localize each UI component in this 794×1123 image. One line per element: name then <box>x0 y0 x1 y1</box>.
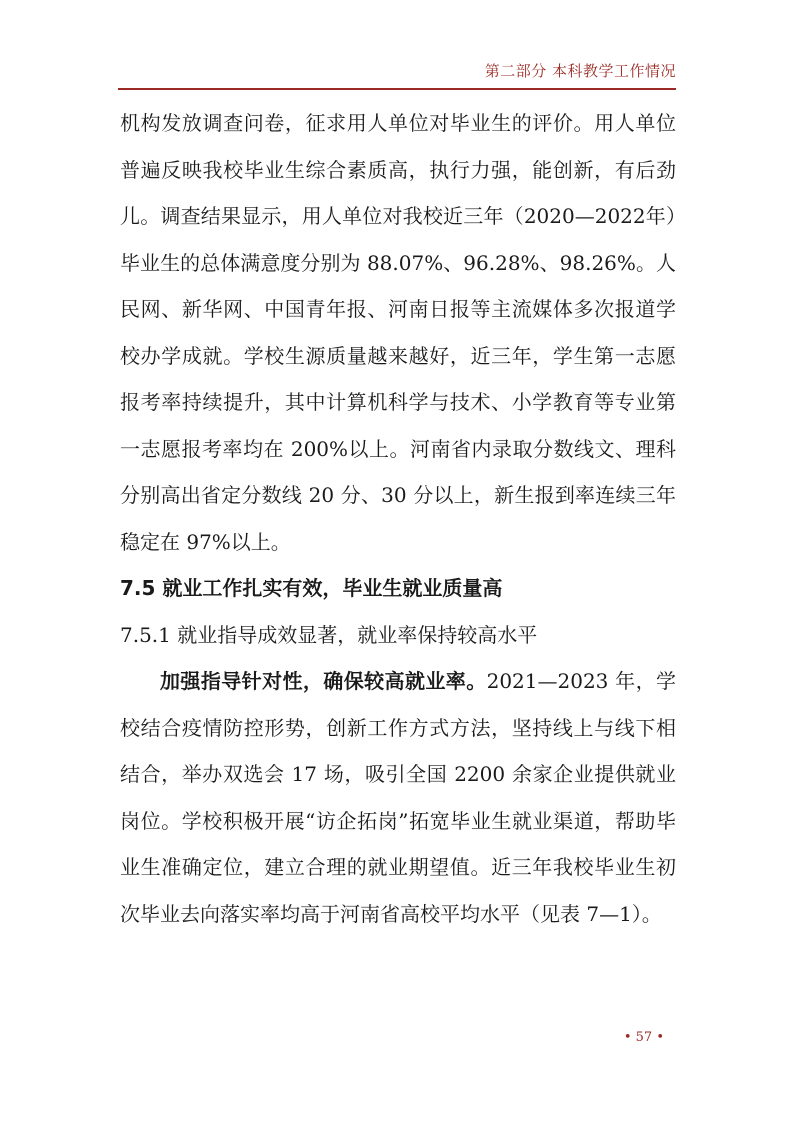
header-divider <box>118 88 676 90</box>
document-body <box>120 100 676 937</box>
section-heading-7-5: 7.5 就业工作扎实有效，毕业生就业质量高 <box>120 576 503 600</box>
page-header-title: 第二部分 本科教学工作情况 <box>484 62 676 80</box>
paragraph-body-text: 2021—2023 年，学校结合疫情防控形势，创新工作方式方法，坚持线上与线下相结合，举办双选会 17 场，吸引全国 2200 余家企业提供就业岗位。学校积极开展“访企拓岗”拓宽毕业生就业渠道，帮助毕业生准确定位，建立合理的就业期望值。近三年我校毕业生初次毕业去向落实率均高于河南省高校平均水平（见表 7—1）。 <box>120 669 677 926</box>
paragraph-survey-results: 机构发放调查问卷，征求用人单位对毕业生的评价。用人单位普遍反映我校毕业生综合素质高，执行力强，能创新，有后劲儿。调查结果显示，用人单位对我校近三年（2020—2022年）毕业生的总体满意度分别为 88.07%、96.28%、98.26%。人民网、新华网、中国青年报、河南日报等主流媒体多次报道学校办学成就。学校生源质量越来越好，近三年，学生第一志愿报考率持续提升，其中计算机科学与技术、小学教育等专业第一志愿报考率均在 200%以上。河南省内录取分数线文、理科分别高出省定分数线 20 分、30 分以上，新生报到率连续三年稳定在 97%以上。 <box>120 111 676 554</box>
paragraph-employment-guidance <box>120 658 676 937</box>
paragraph-lead-sentence: 加强指导针对性，确保较高就业率。 <box>160 669 487 693</box>
page-number: • 57 • <box>623 1030 664 1045</box>
subsection-heading-7-5-1: 7.5.1 就业指导成效显著，就业率保持较高水平 <box>120 622 538 647</box>
